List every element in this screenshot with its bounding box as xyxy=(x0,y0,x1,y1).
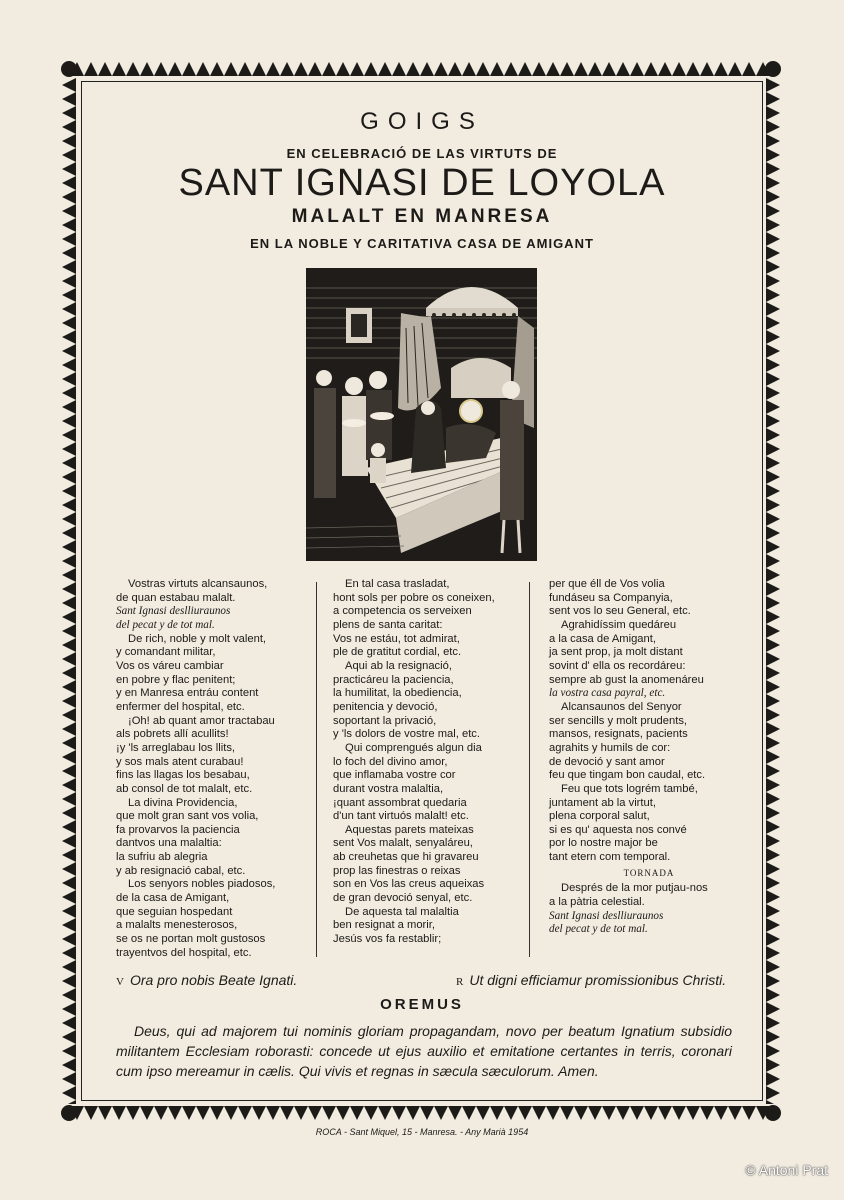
copyright-watermark: © Antoni Prat xyxy=(745,1162,828,1178)
verse-line: durant vostra malaltia, xyxy=(333,782,444,795)
verse-line: Los senyors nobles piadosos, xyxy=(128,878,276,891)
column-divider-1 xyxy=(316,582,317,957)
verse-line: Sant Ignasi deslliuraunos xyxy=(116,605,231,618)
verse-line: Agrahidíssim quedáreu xyxy=(561,618,677,631)
verse-line: de la casa de Amigant, xyxy=(116,892,230,905)
corner-dot-tr xyxy=(765,61,781,77)
verse-line: que molt gran sant vos volia, xyxy=(116,810,259,823)
printer-imprint: ROCA - Sant Miquel, 15 - Manresa. - Any Marià 1954 xyxy=(315,1127,529,1137)
verse-line: penitencia y devoció, xyxy=(333,700,438,713)
verse-line: a la casa de Amigant, xyxy=(549,632,656,645)
verse-line: lo foch del divino amor, xyxy=(333,755,448,768)
border-top xyxy=(70,62,774,76)
verses-column-1 xyxy=(116,578,306,960)
verse-line: En tal casa trasladat, xyxy=(345,578,450,590)
verse-line: en pobre y flac penitent; xyxy=(116,673,236,686)
verse-line: Feu que tots logrém també, xyxy=(561,782,698,795)
verse-line: trayentvos del hospital, etc. xyxy=(116,946,252,959)
verse-line: Jesús vos fa restablir; xyxy=(333,933,442,946)
verse-line: ab creuhetas que hi gravareu xyxy=(333,851,479,864)
subtitle-casa: EN LA NOBLE Y CARITATIVA CASA DE AMIGANT xyxy=(250,236,594,251)
verse-line: fundáseu sa Companyia, xyxy=(549,591,673,604)
subtitle-celebracio: EN CELEBRACIÓ DE LAS VIRTUTS DE xyxy=(286,146,558,161)
verse-line: y sos mals atent curabau! xyxy=(116,755,244,768)
border-bottom xyxy=(70,1106,774,1120)
versicle-text: Ora pro nobis Beate Ignati. xyxy=(129,972,298,988)
verse-line: que inflamaba vostre cor xyxy=(333,769,456,782)
verse-line: plens de santa caritat: xyxy=(333,618,443,631)
verse-line: ¡y 'ls arreglabau los llits, xyxy=(116,741,236,754)
verse-line: Sant Ignasi deslliuraunos xyxy=(549,909,664,922)
verse-line: ser sencills y molt prudents, xyxy=(549,714,688,727)
verse-line: ben resignat a morir, xyxy=(333,919,435,932)
verse-line: del pecat y de tot mal. xyxy=(116,618,215,631)
verse-line: sempre ab gust la anomenáreu xyxy=(549,673,704,686)
verse-line: a malalts menesterosos, xyxy=(116,919,238,932)
verse-line: por lo nostre major be xyxy=(549,837,658,850)
verse-line: y en Manresa entráu content xyxy=(116,687,259,700)
verse-line: a competencia os serveixen xyxy=(333,605,472,618)
verse-line: Després de la mor putjau-nos xyxy=(561,882,708,895)
verse-line: Alcansaunos del Senyor xyxy=(561,700,682,713)
verse-line: son en Vos las creus aqueixas xyxy=(333,878,485,891)
verse-line: Vostras virtuts alcansaunos, xyxy=(128,578,268,590)
verse-line: La divina Providencia, xyxy=(128,796,238,809)
verse-line: ab consol de tot malalt, etc. xyxy=(116,782,253,795)
verse-line: si es qu' aquesta nos convé xyxy=(549,823,687,836)
verse-line: ¡Oh! ab quant amor tractabau xyxy=(128,714,275,727)
verse-line: De aquesta tal malaltia xyxy=(345,905,459,918)
verse-line: plena corporal salut, xyxy=(549,810,650,823)
verse-line: la humilitat, la obediencia, xyxy=(333,687,462,700)
verse-line: De rich, noble y molt valent, xyxy=(128,632,267,645)
verse-line: mansos, resignats, pacients xyxy=(549,728,688,741)
versicle xyxy=(116,972,297,988)
verse-line: prop las finestras o reixas xyxy=(333,864,461,877)
verses-column-3 xyxy=(549,578,749,937)
verse-line: enfermer del hospital, etc. xyxy=(116,700,245,713)
verse-line: la vostra casa payral, etc. xyxy=(549,687,666,700)
verse-line: a la pàtria celestial. xyxy=(549,896,645,909)
verses-column-2 xyxy=(333,578,523,947)
verse-line: ¡quant assombrat quedaria xyxy=(333,796,467,809)
verse-line: fins las llagas los besabau, xyxy=(116,769,250,782)
corner-dot-bl xyxy=(61,1105,77,1121)
verse-line: per que éll de Vos volia xyxy=(549,578,665,590)
verse-line: juntament ab la virtut, xyxy=(549,796,656,809)
column-divider-2 xyxy=(529,582,530,957)
verse-line: fa provarvos la paciencia xyxy=(116,823,240,836)
verse-line: Vos ne estáu, tot admirat, xyxy=(333,632,460,645)
response xyxy=(456,972,726,988)
verse-line: la sufriu ab alegria xyxy=(116,851,208,864)
verse-line: Qui comprengués algun dia xyxy=(345,741,482,754)
verse-line: ja sent prop, ja molt distant xyxy=(549,646,683,659)
oremus-prayer: Deus, qui ad majorem tui nominis gloriam propagandam, novo per beatum Ignatium subsidio militantem Ecclesiam roborasti: concede ut ejus auxilio et emitatione certantes in terris, coronari cum ipso mereamur in cælis. Qui vivis et regnas in sæcula sæculorum. Amen. xyxy=(116,1023,732,1079)
verse-line: ple de gratitut cordial, etc. xyxy=(333,646,462,659)
border-right xyxy=(766,78,780,1104)
title-saint: SANT IGNASI DE LOYOLA xyxy=(178,162,666,204)
verse-line: y comandant militar, xyxy=(116,646,216,659)
verse-line: que seguian hospedant xyxy=(116,905,233,918)
tornada-heading: TORNADA xyxy=(623,867,675,878)
verse-line: y 'ls dolors de vostre mal, etc. xyxy=(333,728,481,741)
corner-dot-br xyxy=(765,1105,781,1121)
verse-line: als pobrets allí acullits! xyxy=(116,728,229,741)
verse-line: sent vos lo seu General, etc. xyxy=(549,605,691,618)
verse-line: agrahits y humils de cor: xyxy=(549,741,671,754)
verse-line: de gran devoció senyal, etc. xyxy=(333,892,473,905)
verse-line: sovint d' ella os recordáreu: xyxy=(549,659,686,672)
response-symbol: R xyxy=(456,976,464,988)
verse-line: dantvos una malaltia: xyxy=(116,837,222,850)
verse-line: se os ne portan molt gustosos xyxy=(116,933,266,946)
verse-line: del pecat y de tot mal. xyxy=(549,923,648,936)
verse-line: feu que tingam bon caudal, etc. xyxy=(549,769,706,782)
verse-line: sent Vos malalt, senyaláreu, xyxy=(333,837,473,850)
verse-line: d'un tant virtuós malalt! etc. xyxy=(333,810,469,823)
verse-line: tant etern com temporal. xyxy=(549,851,671,864)
verse-line: Aquestas parets mateixas xyxy=(345,823,474,836)
verse-line: y ab resignació cabal, etc. xyxy=(116,864,246,877)
verse-line: practicáreu la paciencia, xyxy=(333,673,454,686)
verse-line: de devoció y sant amor xyxy=(549,755,665,768)
verse-line: de quan estabau malalt. xyxy=(116,591,236,604)
verse-line: hont sols per pobre os coneixen, xyxy=(333,591,495,604)
verse-line: Vos os váreu cambiar xyxy=(116,659,224,672)
woodcut-illustration-icon xyxy=(306,268,537,561)
verse-line: soportant la privació, xyxy=(333,714,437,727)
corner-dot-tl xyxy=(61,61,77,77)
border-left xyxy=(62,78,76,1104)
versicle-symbol: V xyxy=(116,976,124,988)
response-text: Ut digni efficiamur promissionibus Christi. xyxy=(469,972,727,988)
oremus-heading: OREMUS xyxy=(380,996,464,1013)
title-goigs: GOIGS xyxy=(360,108,484,135)
subtitle-malalt: MALALT EN MANRESA xyxy=(291,206,553,227)
verse-line: Aqui ab la resignació, xyxy=(345,659,452,672)
